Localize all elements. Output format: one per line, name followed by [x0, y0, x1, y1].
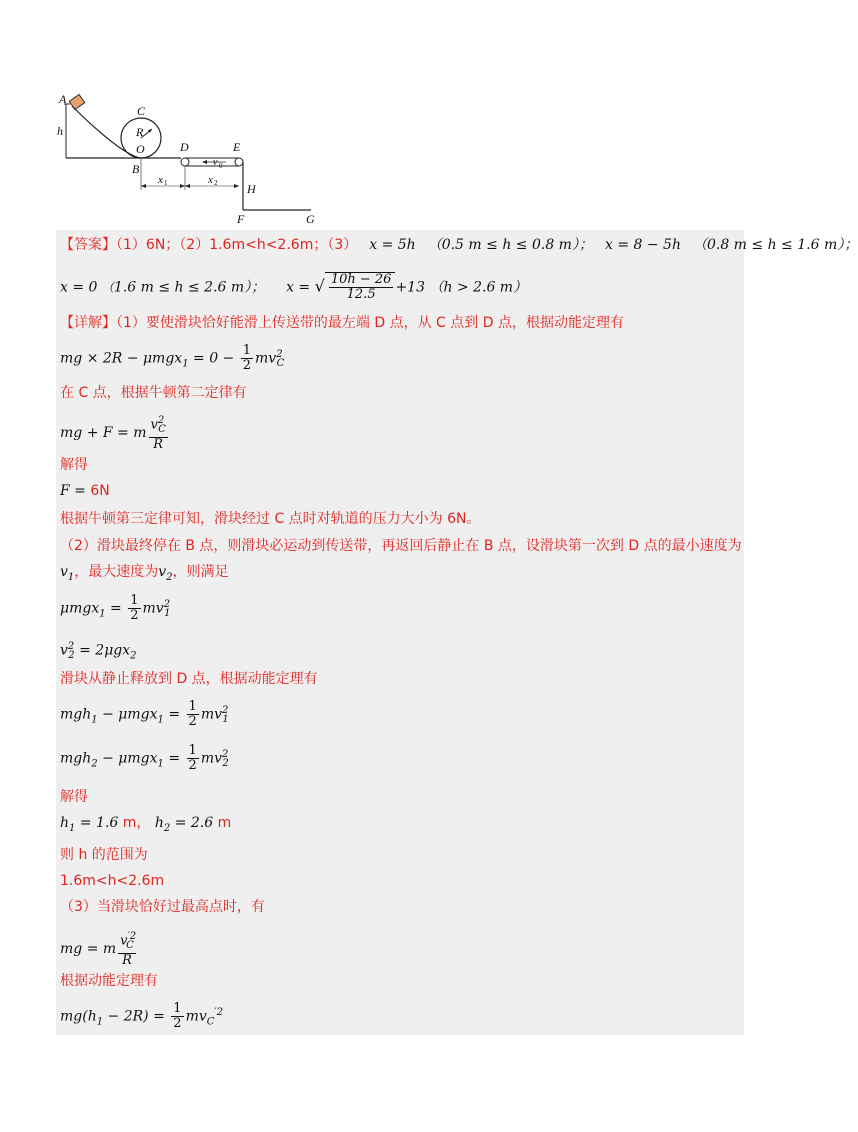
answer-line-1	[60, 236, 858, 254]
slider-block	[69, 94, 85, 109]
detail-tag: 【详解】	[60, 315, 116, 331]
label-v0: v	[213, 157, 218, 168]
equation-a: mg × 2R − μmgx$_1$ = 0 − $\frac{1}{2}$ $mv^2_C$	[60, 343, 285, 373]
equation-i: mg = m $\frac{v^{'2}_C}{R}$	[60, 931, 137, 968]
equation-h: $h_1 = 1.6$ m， $h_2 = 2.6$ m	[60, 815, 232, 834]
answer-eq2: x = 8 − 5h	[604, 237, 681, 253]
label-c: C	[137, 104, 146, 118]
curved-track	[72, 106, 140, 158]
label-b: B	[132, 162, 140, 176]
label-o: O	[136, 142, 145, 156]
answer-range3: 1.6 m ≤ h ≤ 2.6 m	[113, 279, 245, 296]
label-h-point: H	[247, 182, 256, 196]
label-d: D	[180, 140, 189, 154]
physics-diagram	[56, 90, 346, 230]
label-g: G	[306, 212, 315, 226]
detail-line-5: （2）滑块最终停在 B 点，则滑块必运动到传送带，再返回后静止在 B 点，设滑块第一次到 D 点的最小速度为	[60, 538, 742, 554]
detail-line-2: 在 C 点，根据牛顿第二定律有	[60, 385, 247, 401]
label-e: E	[233, 140, 241, 154]
answer-eq4-pre: x =	[286, 279, 311, 296]
label-h: h	[57, 124, 63, 138]
answer-line-2: x = 0 （1.6 m ≤ h ≤ 2.6 m）； x = √ $\frac{10h - 26}{12.5}$ +13 （h > 2.6 m）	[60, 272, 528, 302]
label-x2: x	[208, 174, 213, 186]
roller-e	[235, 158, 243, 166]
detail-line-1	[60, 314, 624, 332]
equation-e: $v^2_2 = 2\mu gx_2$	[60, 641, 137, 662]
detail-line-7: 滑块从静止释放到 D 点，根据动能定理有	[60, 671, 318, 687]
equation-d: μmgx$_1$ = $\frac{1}{2}$ $mv^2_1$	[60, 593, 171, 623]
answer-range4-open: （	[429, 279, 444, 296]
answer-eq4-num: 10h − 26	[330, 272, 392, 287]
detail-line-8: 解得	[60, 789, 88, 805]
label-x2-sub: 2	[214, 179, 218, 187]
answer-range1: （0.5 m ≤ h ≤ 0.8 m）；	[427, 237, 593, 253]
detail-line-6: $v_1$，最大速度为$v_2$，则满足	[60, 564, 229, 583]
equation-c: F = 6N	[60, 483, 110, 499]
detail-line-9: 则 h 的范围为	[60, 847, 148, 863]
answer-range4: h > 2.6 m	[443, 279, 514, 296]
detail-line-10: 1.6m<h<2.6m	[60, 873, 165, 889]
equation-b: mg + F = m $\frac{v^2_C}{R}$	[60, 415, 166, 452]
answer-range3-close: ）；	[244, 279, 266, 296]
detail-line-4: 根据牛顿第三定律可知，滑块经过 C 点时对轨道的压力大小为 6N。	[60, 511, 481, 527]
answer-range2: （0.8 m ≤ h ≤ 1.6 m）；	[692, 237, 858, 253]
label-a: A	[59, 92, 67, 106]
answer-part1: （1）6N；（2）1.6m<h<2.6m；（3）	[116, 237, 358, 253]
answer-eq1: x = 5h	[369, 237, 416, 253]
detail-l1: （1）要使滑块恰好能滑上传送带的最左端 D 点，从 C 点到 D 点，根据动能定理有	[116, 315, 624, 331]
answer-range3-open: （	[101, 280, 114, 295]
equation-j: $mg(h_1 - 2R)$ = $\frac{1}{2}$ $mv_C^{'2}$	[60, 1001, 224, 1031]
detail-line-3: 解得	[60, 457, 88, 473]
answer-range4-close: ）	[513, 279, 528, 296]
label-r: R	[136, 125, 144, 139]
roller-d	[181, 158, 189, 166]
label-v0-sub: 0	[219, 162, 223, 170]
detail-line-11: （3）当滑块恰好过最高点时，有	[60, 899, 265, 915]
equation-f: mgh$_1$ − μmgx$_1$ = $\frac{1}{2}$ $mv^2_1$	[60, 699, 229, 729]
answer-eq4-post: +13	[395, 279, 425, 296]
label-x1: x	[158, 174, 163, 186]
equation-g: mgh$_2$ − μmgx$_1$ = $\frac{1}{2}$ $mv^2_2$	[60, 743, 229, 773]
detail-line-12: 根据动能定理有	[60, 973, 158, 989]
label-f: F	[237, 212, 245, 226]
label-x1-sub: 1	[164, 179, 168, 187]
answer-tag: 【答案】	[60, 237, 116, 253]
answer-eq4-den: 12.5	[346, 287, 376, 302]
answer-eq3: x = 0	[60, 279, 98, 296]
